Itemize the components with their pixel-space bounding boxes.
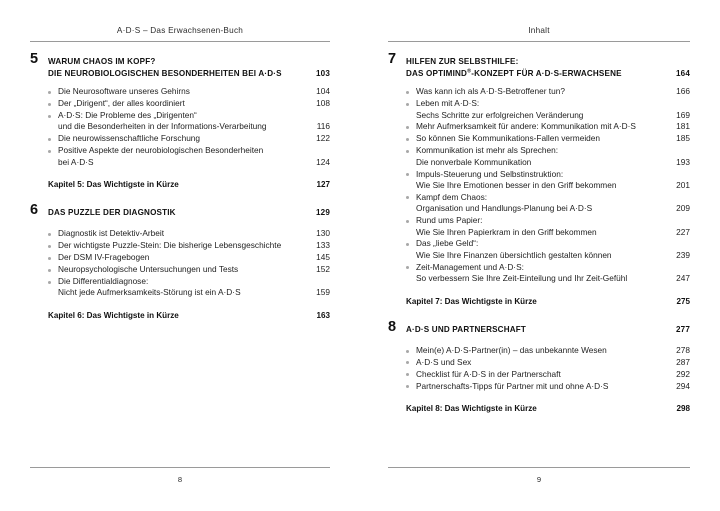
chapter-summary-page-number: 163 bbox=[316, 310, 330, 320]
bullet-icon bbox=[406, 150, 409, 153]
chapter-title-line bbox=[48, 56, 330, 68]
toc-entry-page-number: 104 bbox=[316, 86, 330, 97]
toc-entry-text: Mein(e) A·D·S-Partner(in) – das unbekannte Wesen bbox=[416, 345, 607, 355]
chapter-summary[interactable] bbox=[30, 310, 330, 321]
toc-entry-line bbox=[416, 227, 690, 238]
toc-chapter bbox=[30, 51, 330, 190]
chapter-title-line bbox=[406, 56, 690, 68]
chapter-summary[interactable] bbox=[30, 179, 330, 190]
toc-entry-line bbox=[416, 145, 690, 156]
bullet-icon bbox=[48, 281, 51, 284]
toc-entry-line bbox=[58, 240, 330, 251]
toc-entry-text: Sechs Schritte zur erfolgreichen Veränderung bbox=[416, 109, 584, 120]
bullet-icon bbox=[406, 220, 409, 223]
bullet-icon bbox=[406, 385, 409, 388]
toc-entry-page-number: 130 bbox=[316, 228, 330, 239]
toc-entry-list bbox=[30, 228, 330, 298]
toc-entry-line bbox=[416, 98, 690, 109]
toc-entry[interactable] bbox=[406, 133, 690, 144]
toc-entry-line bbox=[416, 133, 690, 144]
toc-entry-line bbox=[416, 345, 690, 356]
chapter-title-line bbox=[48, 68, 330, 80]
chapter-summary-text: Kapitel 7: Das Wichtigste in Kürze bbox=[406, 296, 537, 306]
toc-entry-page-number: 133 bbox=[316, 240, 330, 251]
toc-entry-text: Impuls-Steuerung und Selbstinstruktion: bbox=[416, 168, 564, 179]
bullet-icon bbox=[48, 257, 51, 260]
toc-entry[interactable] bbox=[406, 345, 690, 356]
bullet-icon bbox=[406, 103, 409, 106]
toc-entry-page-number: 159 bbox=[316, 287, 330, 298]
toc-entry-text: Was kann ich als A·D·S-Betroffener tun? bbox=[416, 86, 565, 97]
toc-left bbox=[30, 51, 330, 455]
running-head-right: Inhalt bbox=[528, 26, 550, 35]
toc-entry-list bbox=[388, 345, 690, 392]
toc-entry-line bbox=[58, 276, 330, 287]
toc-entry-text: Kommunikation ist mehr als Sprechen: bbox=[416, 145, 559, 156]
chapter-title-text: DAS PUZZLE DER DIAGNOSTIK bbox=[48, 208, 176, 218]
toc-entry-line bbox=[416, 180, 690, 191]
toc-entry-page-number: 193 bbox=[676, 156, 690, 167]
toc-entry-text: Nicht jede Aufmerksamkeits-Störung ist ein A·D·S bbox=[58, 287, 241, 298]
toc-entry-page-number: 209 bbox=[676, 203, 690, 214]
toc-entry-page-number: 116 bbox=[316, 121, 330, 132]
toc-entry-text: Wie Sie Ihre Emotionen besser in den Griff bekommen bbox=[416, 179, 617, 190]
toc-entry-line bbox=[416, 86, 690, 97]
toc-entry-text: Das „liebe Geld“: bbox=[416, 238, 479, 249]
bullet-icon bbox=[48, 269, 51, 272]
folio-left: 8 bbox=[177, 475, 183, 484]
bullet-icon bbox=[406, 266, 409, 269]
toc-entry[interactable] bbox=[406, 169, 690, 192]
chapter-title-page-number: 164 bbox=[675, 68, 690, 78]
toc-entry-text: So verbessern Sie Ihre Zeit-Einteilung und Ihr Zeit-Gefühl bbox=[416, 273, 628, 284]
toc-entry-list bbox=[30, 86, 330, 168]
toc-entry[interactable] bbox=[406, 98, 690, 121]
toc-entry-text: Checklist für A·D·S in der Partnerschaft bbox=[416, 368, 561, 379]
toc-entry[interactable] bbox=[48, 133, 330, 144]
toc-entry-page-number: 294 bbox=[676, 380, 690, 391]
toc-entry-line bbox=[58, 157, 330, 168]
bullet-icon bbox=[406, 373, 409, 376]
chapter-summary[interactable] bbox=[388, 403, 690, 414]
chapter-number: 5 bbox=[30, 51, 39, 67]
toc-entry-text: Der DSM IV-Fragebogen bbox=[58, 252, 150, 263]
toc-entry[interactable] bbox=[406, 145, 690, 168]
chapter-heading[interactable] bbox=[30, 202, 330, 221]
toc-entry-text: und die Besonderheiten in der Informations-Verarbeitung bbox=[58, 121, 267, 132]
chapter-title-text: DIE NEUROBIOLOGISCHEN BESONDERHEITEN BEI A·D·S bbox=[48, 68, 282, 78]
bullet-icon bbox=[406, 91, 409, 94]
toc-entry-line bbox=[416, 238, 690, 249]
chapter-title-text: WARUM CHAOS IM KOPF? bbox=[48, 57, 156, 66]
toc-entry-text: So können Sie Kommunikations-Fallen vermeiden bbox=[416, 133, 601, 144]
toc-chapter bbox=[388, 319, 690, 415]
toc-entry-text: Die nonverbale Kommunikation bbox=[416, 156, 532, 167]
toc-entry-line bbox=[416, 381, 690, 392]
running-head-left: A·D·S – Das Erwachsenen-Buch bbox=[116, 26, 244, 35]
chapter-title-line bbox=[406, 68, 690, 80]
toc-entry-line bbox=[416, 192, 690, 203]
toc-entry-line bbox=[416, 369, 690, 380]
page-right bbox=[360, 0, 720, 511]
toc-entry-line bbox=[416, 157, 690, 168]
toc-entry-line bbox=[58, 145, 330, 156]
bullet-icon bbox=[48, 138, 51, 141]
registered-trademark-icon: ® bbox=[467, 67, 472, 74]
toc-entry-text: Kampf dem Chaos: bbox=[416, 191, 488, 202]
chapter-summary[interactable] bbox=[388, 296, 690, 307]
toc-entry[interactable] bbox=[406, 121, 690, 132]
bullet-icon bbox=[48, 150, 51, 153]
toc-entry[interactable] bbox=[48, 264, 330, 275]
chapter-title-page-number: 103 bbox=[315, 68, 330, 78]
toc-entry[interactable] bbox=[48, 228, 330, 239]
toc-entry-page-number: 201 bbox=[676, 179, 690, 190]
chapter-summary-text: Kapitel 5: Das Wichtigste in Kürze bbox=[48, 180, 179, 190]
toc-entry-page-number: 169 bbox=[676, 109, 690, 120]
toc-entry-text: Neuropsychologische Untersuchungen und Tests bbox=[58, 264, 239, 275]
toc-entry[interactable] bbox=[48, 252, 330, 263]
toc-entry-line bbox=[416, 203, 690, 214]
bullet-icon bbox=[406, 350, 409, 353]
footer-rule-right bbox=[388, 467, 690, 468]
bullet-icon bbox=[406, 243, 409, 246]
bullet-icon bbox=[406, 196, 409, 199]
toc-entry-text: Der „Dirigent“, der alles koordiniert bbox=[58, 98, 185, 109]
toc-chapter bbox=[30, 202, 330, 321]
chapter-summary-line bbox=[406, 403, 690, 414]
chapter-heading[interactable] bbox=[388, 319, 690, 338]
toc-entry[interactable] bbox=[48, 86, 330, 97]
bullet-icon bbox=[48, 245, 51, 248]
toc-entry-text: Der wichtigste Puzzle-Stein: Die bisherige Lebensgeschichte bbox=[58, 240, 282, 251]
toc-entry-text: Mehr Aufmerksamkeit für andere: Kommunikation mit A·D·S bbox=[416, 121, 636, 132]
toc-entry-page-number: 145 bbox=[316, 252, 330, 263]
bullet-icon bbox=[48, 103, 51, 106]
toc-entry-line bbox=[58, 264, 330, 275]
toc-entry[interactable] bbox=[406, 192, 690, 215]
chapter-heading[interactable] bbox=[388, 51, 690, 79]
chapter-summary-text: Kapitel 6: Das Wichtigste in Kürze bbox=[48, 310, 179, 320]
chapter-number: 8 bbox=[388, 319, 397, 335]
chapter-heading[interactable] bbox=[30, 51, 330, 79]
bullet-icon bbox=[48, 91, 51, 94]
folio-right: 9 bbox=[536, 475, 542, 484]
toc-entry-text: Positive Aspekte der neurobiologischen Besonderheiten bbox=[58, 145, 264, 156]
chapter-title-page-number: 129 bbox=[315, 208, 330, 218]
chapter-summary-page-number: 298 bbox=[676, 404, 690, 414]
toc-entry[interactable] bbox=[48, 98, 330, 109]
toc-entry[interactable] bbox=[406, 86, 690, 97]
chapter-number: 7 bbox=[388, 51, 397, 67]
toc-entry-text: bei A·D·S bbox=[58, 156, 94, 167]
toc-entry-page-number: 239 bbox=[676, 249, 690, 260]
chapter-summary-page-number: 127 bbox=[316, 180, 330, 190]
bullet-icon bbox=[406, 361, 409, 364]
toc-entry-line bbox=[58, 98, 330, 109]
chapter-summary-line bbox=[48, 310, 330, 321]
toc-entry-line bbox=[58, 86, 330, 97]
toc-entry-line bbox=[58, 121, 330, 132]
toc-entry-page-number: 124 bbox=[316, 156, 330, 167]
toc-entry-page-number: 287 bbox=[676, 356, 690, 367]
toc-entry-page-number: 108 bbox=[316, 98, 330, 109]
toc-entry[interactable] bbox=[406, 215, 690, 238]
toc-entry-line bbox=[58, 110, 330, 121]
toc-entry-page-number: 185 bbox=[676, 133, 690, 144]
bullet-icon bbox=[406, 173, 409, 176]
toc-entry-text: Wie Sie Ihre Finanzen übersichtlich gestalten können bbox=[416, 249, 612, 260]
toc-entry-page-number: 122 bbox=[316, 133, 330, 144]
toc-entry-page-number: 292 bbox=[676, 368, 690, 379]
toc-entry-line bbox=[58, 133, 330, 144]
toc-entry-text: Wie Sie Ihren Papierkram in den Griff bekommen bbox=[416, 226, 597, 237]
toc-entry-line bbox=[416, 169, 690, 180]
toc-entry-list bbox=[388, 86, 690, 284]
toc-entry[interactable] bbox=[406, 381, 690, 392]
toc-right bbox=[388, 51, 690, 455]
chapter-summary-line bbox=[48, 179, 330, 190]
chapter-summary-page-number: 275 bbox=[676, 296, 690, 306]
toc-entry-text: Diagnostik ist Detektiv-Arbeit bbox=[58, 228, 165, 239]
bullet-icon bbox=[48, 115, 51, 118]
toc-entry-line bbox=[416, 273, 690, 284]
toc-entry-page-number: 181 bbox=[676, 121, 690, 132]
footer-rule-left bbox=[30, 467, 330, 468]
toc-entry-line bbox=[416, 215, 690, 226]
toc-entry-page-number: 247 bbox=[676, 273, 690, 284]
toc-chapter bbox=[388, 51, 690, 307]
toc-entry-line bbox=[416, 357, 690, 368]
bullet-icon bbox=[48, 233, 51, 236]
toc-entry-text: Rund ums Papier: bbox=[416, 215, 483, 226]
toc-entry-line bbox=[416, 262, 690, 273]
bullet-icon bbox=[406, 126, 409, 129]
chapter-title-text: HILFEN ZUR SELBSTHILFE: bbox=[406, 57, 519, 66]
toc-entry[interactable] bbox=[406, 357, 690, 368]
toc-entry-text: Die Neurosoftware unseres Gehirns bbox=[58, 86, 190, 97]
toc-entry-line bbox=[416, 110, 690, 121]
chapter-title-page-number: 277 bbox=[675, 325, 690, 334]
bullet-icon bbox=[406, 138, 409, 141]
header-rule-right bbox=[388, 41, 690, 42]
toc-entry[interactable] bbox=[48, 145, 330, 168]
toc-entry-text: Partnerschafts-Tipps für Partner mit und ohne A·D·S bbox=[416, 380, 609, 391]
toc-entry-text: Leben mit A·D·S: bbox=[416, 98, 480, 109]
toc-entry[interactable] bbox=[406, 238, 690, 261]
toc-entry-text: Die neurowissenschaftliche Forschung bbox=[58, 133, 201, 144]
toc-entry-text: A·D·S und Sex bbox=[416, 356, 472, 367]
toc-entry[interactable] bbox=[48, 240, 330, 251]
toc-entry-page-number: 227 bbox=[676, 226, 690, 237]
header-rule-left bbox=[30, 41, 330, 42]
toc-entry[interactable] bbox=[48, 276, 330, 299]
toc-entry-text: A·D·S: Die Probleme des „Dirigenten“ bbox=[58, 110, 197, 120]
toc-entry[interactable] bbox=[406, 262, 690, 285]
toc-entry-line bbox=[58, 287, 330, 298]
toc-entry-line bbox=[58, 252, 330, 263]
chapter-title-line bbox=[406, 324, 690, 336]
toc-entry-line bbox=[416, 121, 690, 132]
chapter-title-line bbox=[48, 207, 330, 219]
toc-entry-text: Organisation und Handlungs-Planung bei A·D·S bbox=[416, 203, 593, 214]
chapter-number: 6 bbox=[30, 202, 39, 219]
chapter-summary-text: Kapitel 8: Das Wichtigste in Kürze bbox=[406, 404, 537, 414]
toc-entry-page-number: 152 bbox=[316, 264, 330, 275]
toc-entry[interactable] bbox=[406, 369, 690, 380]
chapter-summary-line bbox=[406, 296, 690, 307]
toc-entry-text: Die Differentialdiagnose: bbox=[58, 276, 149, 287]
chapter-title-text: DAS OPTIMIND®-KONZEPT FÜR A·D·S-ERWACHSENE bbox=[406, 67, 622, 78]
toc-entry-line bbox=[416, 250, 690, 261]
toc-entry-page-number: 278 bbox=[676, 345, 690, 355]
toc-entry-line bbox=[58, 228, 330, 239]
toc-entry-page-number: 166 bbox=[676, 86, 690, 97]
toc-entry-text: Zeit-Management und A·D·S: bbox=[416, 261, 524, 272]
chapter-title-text: A·D·S UND PARTNERSCHAFT bbox=[406, 325, 526, 334]
toc-entry[interactable] bbox=[48, 110, 330, 133]
